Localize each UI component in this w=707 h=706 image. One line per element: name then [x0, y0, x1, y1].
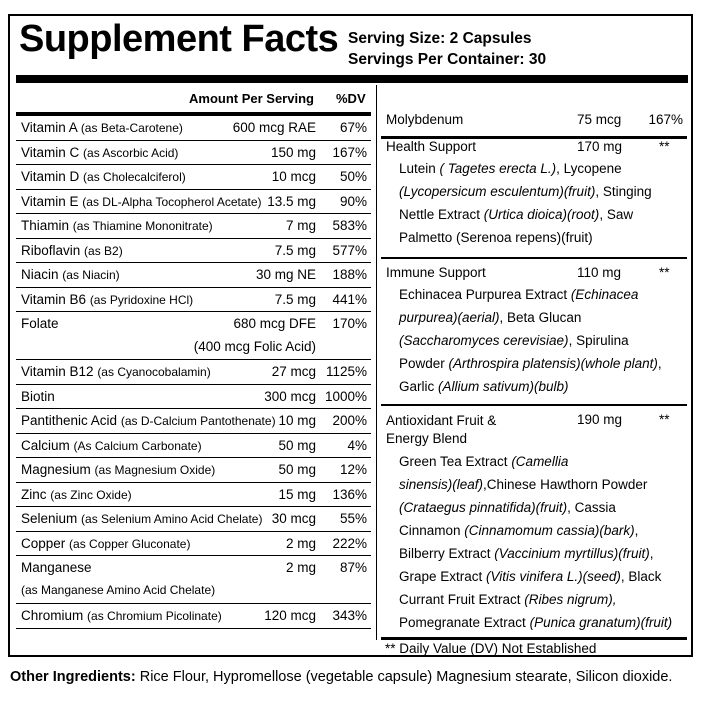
antioxidant-blend-row: [381, 408, 687, 637]
description-line: [399, 542, 672, 565]
nutrient-row: [16, 458, 371, 483]
blend-description: [399, 450, 672, 634]
nutrient-row: [16, 165, 371, 190]
blend-name-line2: Energy Blend: [386, 431, 468, 446]
description-text: ,Chinese Hawthorn Powder: [483, 477, 648, 492]
nutrient-dv: 222%: [332, 535, 367, 551]
blend-dv: **: [659, 265, 670, 280]
nutrient-amount: 600 mcg RAE: [232, 120, 316, 135]
nutrient-amount: 120 mcg: [264, 608, 316, 623]
description-text: Bilberry Extract: [399, 546, 495, 561]
nutrient-dv: 441%: [332, 291, 367, 307]
nutrient-amount: 10 mcg: [271, 169, 316, 184]
nutrient-row: [16, 312, 371, 360]
latin-name: (Allium sativum)(bulb): [438, 379, 569, 394]
immune-support-row: [381, 261, 687, 404]
nutrient-source: (as Zinc Oxide): [50, 487, 132, 502]
nutrient-dv: 4%: [347, 437, 367, 453]
footnote: ** Daily Value (DV) Not Established: [385, 641, 597, 656]
nutrient-source: (as Ascorbic Acid): [83, 145, 179, 160]
description-line: [399, 329, 662, 352]
description-line: [399, 565, 672, 588]
description-line: [399, 226, 652, 249]
nutrient-source: (as Beta-Carotene): [80, 121, 183, 135]
description-text: Cinnamon: [399, 523, 465, 538]
blend-description: [399, 157, 652, 249]
blend-amount: 190 mg: [577, 412, 623, 427]
nutrient-amount: 7.5 mg: [274, 291, 316, 307]
nutrient-name: [21, 194, 262, 209]
nutrient-source: (as Cyanocobalamin): [97, 365, 211, 379]
description-text: , Spirulina: [568, 333, 629, 348]
nutrient-dv: 1000%: [324, 388, 367, 404]
nutrient-amount: 15 mg: [278, 486, 316, 502]
nutrient-row: [16, 409, 371, 434]
latin-name: (Camellia: [511, 454, 569, 469]
nutrient-row: [16, 556, 371, 604]
nutrient-name-text: Copper: [21, 535, 66, 551]
latin-name: ( Tagetes erecta L.): [439, 161, 557, 176]
latin-name: (Arthrospira platensis)(whole plant): [448, 356, 658, 371]
nutrient-dv: 90%: [339, 193, 367, 209]
nutrient-row: [16, 483, 371, 508]
nutrient-amount: 50 mg: [278, 462, 316, 477]
nutrient-source: (as Magnesium Oxide): [94, 463, 216, 477]
nutrient-source: (as Selenium Amino Acid Chelate): [81, 512, 263, 526]
nutrient-amount: 7 mg: [285, 218, 316, 233]
divider: [381, 257, 687, 259]
nutrient-name-text: Thiamin: [21, 218, 70, 233]
nutrient-dv: 167%: [332, 144, 367, 160]
nutrient-row: [16, 116, 371, 141]
nutrient-name: [21, 243, 123, 258]
nutrient-name: [21, 364, 211, 379]
nutrient-name-text: Zinc: [21, 486, 47, 502]
description-line: [399, 375, 662, 398]
nutrient-dv: 55%: [339, 511, 367, 526]
divider: [381, 637, 687, 640]
nutrient-source: (as Copper Gluconate): [69, 536, 191, 551]
nutrient-source: (as DL-Alpha Tocopherol Acetate): [82, 194, 262, 209]
nutrient-detail: (400 mcg Folic Acid): [193, 339, 316, 354]
nutrient-name: [21, 145, 178, 160]
nutrient-row: [16, 190, 371, 215]
nutrient-dv: 12%: [339, 462, 367, 477]
nutrient-row: [16, 288, 371, 313]
nutrient-dv: 167%: [648, 112, 683, 127]
nutrient-name: [21, 462, 215, 477]
description-line: [399, 588, 672, 611]
nutrient-name: [21, 120, 183, 135]
nutrient-dv: 136%: [332, 486, 367, 502]
column-divider: [376, 85, 377, 640]
nutrient-name-text: Folate: [21, 316, 59, 331]
description-line: [399, 611, 672, 634]
blend-name: Immune Support: [386, 265, 486, 280]
nutrient-name-text: Selenium: [21, 511, 78, 526]
servings-per-container: Servings Per Container: 30: [348, 51, 547, 68]
nutrient-amount: 2 mg: [285, 535, 316, 551]
blend-amount: 110 mg: [577, 265, 622, 280]
nutrient-dv: 577%: [332, 242, 367, 258]
blend-name: [386, 412, 496, 448]
latin-name: (Crataegus pinnatifida)(fruit): [399, 500, 568, 515]
nutrient-source: (as Thiamine Mononitrate): [72, 219, 213, 233]
nutrient-amount: 150 mg: [270, 144, 316, 160]
blend-dv: **: [659, 139, 670, 154]
description-line: [399, 450, 672, 473]
latin-name: (Cinnamomum cassia)(bark): [464, 523, 635, 538]
blend-description: [399, 283, 662, 398]
description-text: Pomegranate Extract: [399, 615, 530, 630]
nutrient-dv: 188%: [332, 267, 367, 282]
nutrient-name-text: Vitamin E: [21, 193, 79, 209]
description-text: Grape Extract: [399, 569, 487, 584]
latin-name: (Ribes nigrum),: [524, 592, 617, 607]
nutrient-row: [16, 263, 371, 288]
description-text: Powder: [399, 356, 449, 371]
nutrient-amount: 30 mg NE: [255, 267, 316, 282]
nutrient-name: [21, 536, 190, 551]
nutrient-amount: 75 mcg: [577, 112, 622, 127]
description-line: [399, 157, 652, 180]
description-line: [399, 519, 672, 542]
description-line: [399, 283, 662, 306]
description-text: Garlic: [399, 379, 439, 394]
latin-name: (Vitis vinifera L.)(seed): [486, 569, 621, 584]
nutrient-name: [21, 267, 120, 282]
nutrient-row: [16, 507, 371, 532]
nutrient-name-text: Chromium: [21, 608, 84, 623]
nutrient-name-text: Riboflavin: [21, 242, 81, 258]
nutrient-name-text: Vitamin B6: [21, 291, 87, 307]
nutrient-dv: 200%: [332, 413, 367, 428]
page-title: Supplement Facts: [19, 18, 339, 60]
dv-header: %DV: [336, 91, 366, 106]
nutrient-row: [16, 360, 371, 385]
latin-name: (Urtica dioica)(root): [483, 207, 600, 222]
blend-dv: **: [659, 412, 670, 427]
left-column: [16, 83, 371, 112]
nutrient-name: [21, 218, 213, 233]
nutrient-name: [21, 560, 92, 575]
description-line: [399, 306, 662, 329]
nutrient-amount: 300 mcg: [264, 388, 316, 404]
nutrient-amount: 27 mcg: [271, 364, 316, 379]
description-text: , Black: [620, 569, 662, 584]
nutrient-detail: (as Manganese Amino Acid Chelate): [21, 583, 216, 597]
nutrient-row: [16, 385, 371, 410]
nutrient-name: [21, 316, 59, 331]
nutrient-dv: 67%: [339, 120, 367, 135]
description-text: Echinacea Purpurea Extract: [399, 287, 571, 302]
nutrient-name: [21, 511, 262, 526]
nutrient-row: [16, 434, 371, 459]
nutrient-amount: 2 mg: [285, 560, 316, 575]
column-header: [16, 83, 371, 112]
nutrient-source: (as Pyridoxine HCl): [89, 292, 194, 307]
other-ingredients-text: Rice Flour, Hypromellose (vegetable capsule) Magnesium stearate, Silicon dioxide.: [135, 669, 673, 685]
divider: [381, 404, 687, 406]
molybdenum-row: [381, 108, 687, 136]
nutrient-name-text: Vitamin C: [21, 144, 80, 160]
nutrient-row: [16, 214, 371, 239]
description-text: , Saw: [599, 207, 634, 222]
description-text: , Cassia: [567, 500, 616, 515]
nutrient-name-text: Vitamin D: [21, 169, 80, 184]
blend-name: Health Support: [386, 139, 477, 154]
latin-name: (Vaccinium myrtillus)(fruit): [494, 546, 650, 561]
thick-divider: [16, 75, 688, 83]
nutrient-source: (as D-Calcium Pantothenate): [120, 414, 276, 428]
serving-info: [348, 28, 546, 70]
nutrient-name: [21, 389, 55, 404]
latin-name: purpurea)(aerial): [399, 310, 500, 325]
description-text: ,: [634, 523, 639, 538]
nutrient-name: [21, 487, 132, 502]
blend-amount: 170 mg: [577, 139, 623, 154]
nutrient-row: [16, 239, 371, 264]
description-line: [399, 496, 672, 519]
nutrient-amount: 7.5 mg: [274, 242, 316, 258]
nutrient-dv: 50%: [339, 169, 367, 184]
other-ingredients: [10, 669, 672, 685]
nutrient-amount: 30 mcg: [271, 511, 316, 526]
nutrient-dv: 343%: [332, 608, 367, 623]
nutrient-name: [21, 292, 193, 307]
nutrient-name: [21, 608, 222, 623]
description-text: Lutein: [399, 161, 440, 176]
description-text: , Beta Glucan: [499, 310, 582, 325]
nutrient-name-text: Manganese: [21, 560, 92, 575]
nutrient-source: (as B2): [84, 243, 123, 258]
nutrient-source: (as Cholecalciferol): [83, 170, 186, 184]
nutrient-amount: 680 mcg DFE: [233, 316, 316, 331]
nutrient-name: Molybdenum: [386, 112, 464, 127]
nutrient-dv: 583%: [332, 218, 367, 233]
nutrient-row: [16, 604, 371, 629]
description-text: ,: [657, 356, 662, 371]
description-text: , Stinging: [595, 184, 652, 199]
description-line: [399, 203, 652, 226]
description-text: Green Tea Extract: [399, 454, 512, 469]
latin-name: (Saccharomyces cerevisiae): [399, 333, 569, 348]
other-ingredients-label: Other Ingredients:: [10, 669, 136, 685]
blend-name-line1: Antioxidant Fruit &: [386, 413, 497, 428]
serving-size: Serving Size: 2 Capsules: [348, 30, 532, 47]
nutrient-row: [16, 532, 371, 557]
latin-name: sinensis)(leaf): [399, 477, 484, 492]
nutrient-dv: 1125%: [325, 364, 367, 379]
nutrient-dv: 170%: [332, 316, 367, 331]
description-line: [399, 473, 672, 496]
nutrient-name-text: Magnesium: [21, 462, 91, 477]
description-text: Currant Fruit Extract: [399, 592, 525, 607]
description-text: Palmetto (Serenoa repens)(fruit): [399, 230, 593, 245]
nutrient-name: [21, 438, 202, 453]
nutrient-source: (as Chromium Picolinate): [87, 609, 222, 623]
description-text: ,: [649, 546, 654, 561]
nutrient-amount: 10 mg: [278, 413, 316, 428]
health-support-row: [381, 135, 687, 257]
nutrient-dv: 87%: [339, 560, 367, 575]
amount-header: Amount Per Serving: [189, 91, 314, 106]
nutrient-name: [21, 413, 276, 428]
description-text: , Lycopene: [556, 161, 622, 176]
nutrient-source: (As Calcium Carbonate): [73, 438, 202, 453]
nutrient-row: [16, 141, 371, 166]
nutrient-name-text: Vitamin B12: [21, 364, 94, 379]
latin-name: (Punica granatum)(fruit): [529, 615, 673, 630]
nutrient-name-text: Biotin: [21, 388, 55, 404]
nutrient-amount: 13.5 mg: [267, 193, 316, 209]
nutrient-name-text: Pantithenic Acid: [21, 413, 118, 428]
nutrient-name: [21, 169, 186, 184]
nutrient-source: (as Niacin): [62, 268, 120, 282]
description-text: Nettle Extract: [399, 207, 484, 222]
nutrient-name-text: Niacin: [21, 267, 59, 282]
nutrient-name-text: Vitamin A: [21, 120, 78, 135]
latin-name: (Echinacea: [570, 287, 639, 302]
nutrient-name-text: Calcium: [21, 437, 70, 453]
description-line: [399, 180, 652, 203]
nutrient-amount: 50 mg: [278, 437, 316, 453]
latin-name: (Lycopersicum esculentum)(fruit): [399, 184, 596, 199]
description-line: [399, 352, 662, 375]
